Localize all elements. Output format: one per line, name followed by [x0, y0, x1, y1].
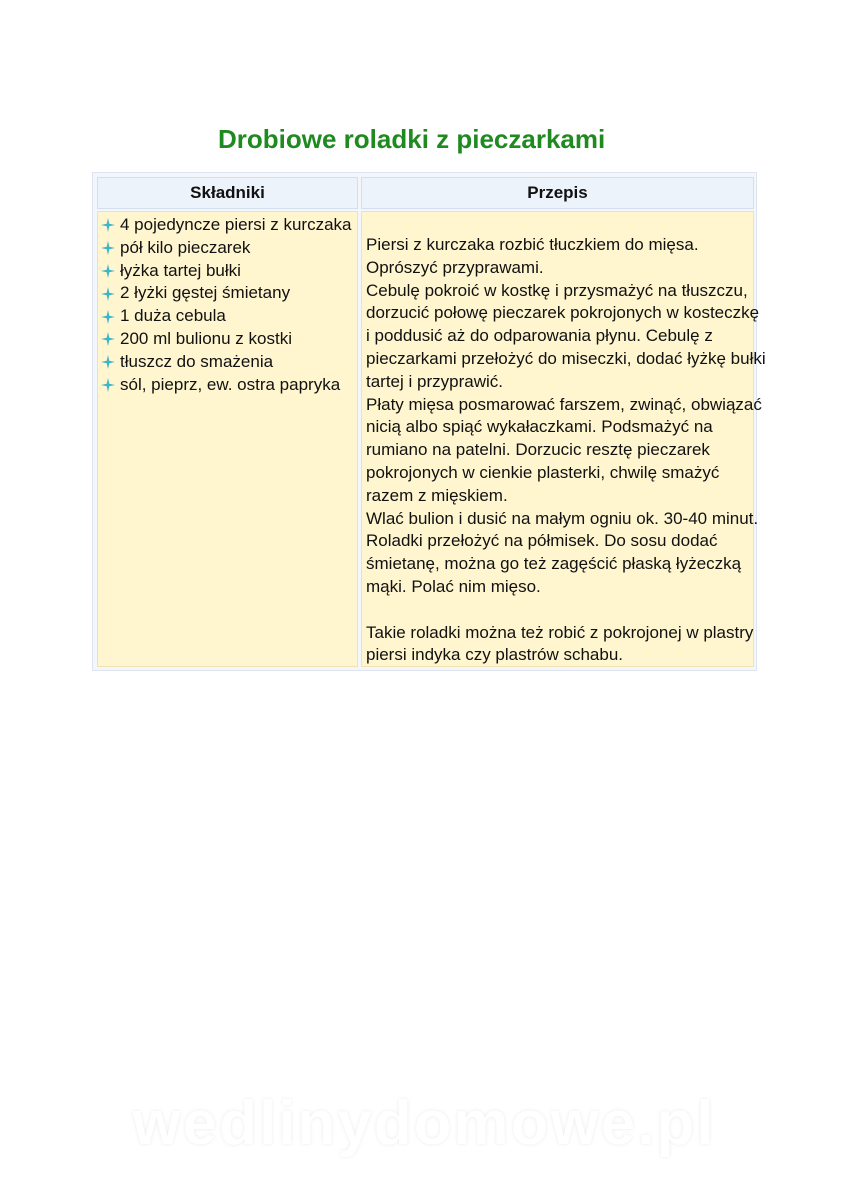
recipe-line: Płaty mięsa posmarować farszem, zwinąć, obwiązać	[366, 394, 762, 414]
recipe-line: Wlać bulion i dusić na małym ogniu ok. 30-40 minut.	[366, 508, 759, 528]
ingredient-text: 2 łyżki gęstej śmietany	[120, 283, 291, 303]
page-title: Drobiowe roladki z pieczarkami	[218, 124, 606, 154]
ingredients-cell	[97, 211, 358, 667]
ingredient-item	[101, 305, 357, 328]
ingredient-text: 1 duża cebula	[120, 306, 226, 326]
ingredient-item	[101, 237, 357, 260]
ingredient-text: 200 ml bulionu z kostki	[120, 328, 292, 348]
four-point-star-icon	[101, 241, 115, 255]
four-point-star-icon	[101, 355, 115, 369]
recipe-line: Cebulę pokroić w kostkę i przysmażyć na tłuszczu,	[366, 280, 748, 300]
ingredient-text: sól, pieprz, ew. ostra papryka	[120, 374, 341, 394]
ingredient-item	[101, 374, 357, 397]
recipe-line: pieczarkami przełożyć do miseczki, dodać łyżkę bułki	[366, 348, 766, 368]
recipe-table	[92, 172, 766, 671]
four-point-star-icon	[101, 332, 115, 346]
recipe-line: nicią albo spiąć wykałaczkami. Podsmażyć na	[366, 417, 713, 437]
ingredient-item	[101, 328, 357, 351]
recipe-line: pokrojonych w cienkie plasterki, chwilę smażyć	[366, 462, 720, 482]
four-point-star-icon	[101, 310, 115, 324]
recipe-header: Przepis	[361, 177, 754, 209]
ingredient-text: pół kilo pieczarek	[120, 237, 251, 257]
recipe-line: razem z mięskiem.	[366, 485, 508, 505]
watermark: wedlinydomowe.pl	[132, 1089, 716, 1158]
recipe-line: Oprószyć przyprawami.	[366, 257, 544, 277]
four-point-star-icon	[101, 218, 115, 232]
recipe-line: Takie roladki można też robić z pokrojonej w plastry	[366, 622, 754, 642]
ingredients-header: Składniki	[97, 177, 358, 209]
ingredients-list	[101, 214, 357, 396]
four-point-star-icon	[101, 287, 115, 301]
ingredient-item	[101, 260, 357, 283]
recipe-line: piersi indyka czy plastrów schabu.	[366, 645, 624, 665]
recipe-line: dorzucić połowę pieczarek pokrojonych w kosteczkę	[366, 303, 760, 323]
four-point-star-icon	[101, 264, 115, 278]
recipe-line: i poddusić aż do odparowania płynu. Cebulę z	[366, 326, 713, 346]
paragraph-gap	[366, 599, 753, 622]
ingredient-item	[101, 282, 357, 305]
ingredient-item	[101, 351, 357, 374]
ingredient-text: łyżka tartej bułki	[120, 260, 241, 280]
ingredient-text: tłuszcz do smażenia	[120, 351, 274, 371]
four-point-star-icon	[101, 378, 115, 392]
recipe-line: Piersi z kurczaka rozbić tłuczkiem do mięsa.	[366, 235, 699, 254]
recipe-cell	[361, 211, 766, 667]
ingredient-text: 4 pojedyncze piersi z kurczaka	[120, 215, 352, 234]
recipe-line: Roladki przełożyć na półmisek. Do sosu dodać	[366, 531, 718, 551]
recipe-line: mąki. Polać nim mięso.	[366, 576, 541, 596]
ingredient-item	[101, 214, 357, 237]
recipe-line: śmietanę, można go też zagęścić płaską łyżeczką	[366, 554, 742, 574]
recipe-line: rumiano na patelni. Dorzucic resztę pieczarek	[366, 440, 710, 460]
recipe-line: tartej i przyprawić.	[366, 371, 503, 391]
